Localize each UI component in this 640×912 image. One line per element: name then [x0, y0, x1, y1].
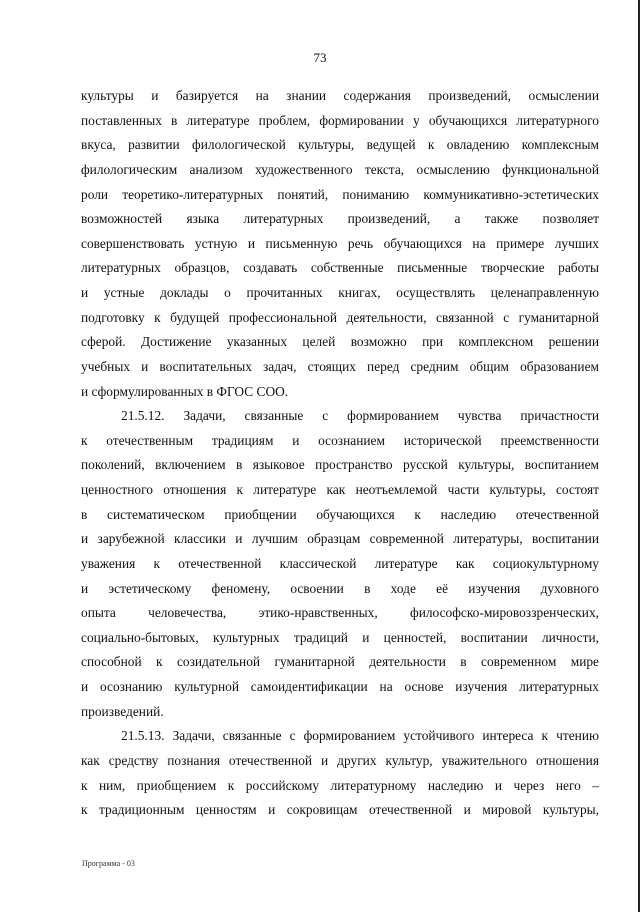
text-line: и сформулированных в ФГОС СОО.: [81, 383, 289, 399]
text-line: культуры и базируется на знании содержания произведений, осмыслении: [81, 88, 599, 103]
text-line: совершенствовать устную и письменную речь обучающихся на примере лучших: [81, 235, 599, 251]
text-line: уважения к отечественной классической литературе как социокультурному: [81, 555, 599, 571]
text-line: и зарубежной классики и лучшим образцам современной литературы, воспитании: [81, 531, 599, 547]
text-line: филологическим анализом художественного текста, осмыслению функциональной: [81, 161, 599, 177]
text-line: возможностей языка литературных произведений, а также позволяет: [81, 211, 599, 227]
text-line: произведений.: [81, 703, 164, 719]
text-line: опыта человечества, этико-нравственных, философско-мировоззренческих,: [81, 605, 599, 621]
text-line: подготовку к будущей профессиональной деятельности, связанной с гуманитарной: [81, 309, 599, 325]
text-line: поставленных в литературе проблем, формировании у обучающихся литературного: [81, 112, 599, 128]
text-line: сферой. Достижение указанных целей возможно при комплексном решении: [81, 334, 599, 350]
text-line: и эстетическому феномену, освоении в ходе её изучения духовного: [81, 580, 599, 596]
text-line: поколений, включением в языковое пространство русской культуры, воспитанием: [81, 457, 599, 473]
text-line: к отечественным традициям и осознанием исторической преемственности: [81, 432, 599, 448]
text-line: социально-бытовых, культурных традиций и ценностей, воспитании личности,: [81, 629, 599, 645]
text-line: к традиционным ценностям и сокровищам отечественной и мировой культуры,: [81, 802, 599, 818]
text-line: роли теоретико-литературных понятий, пониманию коммуникативно-эстетических: [81, 186, 599, 202]
text-line: и осознанию культурной самоидентификации на основе изучения литературных: [81, 679, 599, 694]
text-line: как средству познания отечественной и других культур, уважительного отношения: [81, 752, 599, 768]
body-text: [81, 84, 599, 823]
page-number: 73: [313, 50, 327, 65]
text-line: вкуса, развитии филологической культуры, ведущей к овладению комплексным: [81, 137, 599, 153]
paragraph-start-line: 21.5.12. Задачи, связанные с формированием чувства причастности: [121, 408, 599, 424]
text-line: к ним, приобщением к российскому литературному наследию и через него –: [81, 777, 599, 793]
paragraph-start-line: 21.5.13. Задачи, связанные с формированием устойчивого интереса к чтению: [121, 728, 599, 744]
page-footer: Программа - 03: [82, 859, 135, 868]
text-line: литературных образцов, создавать собственные письменные творческие работы: [81, 260, 599, 276]
text-line: способной к созидательной гуманитарной деятельности в современном мире: [81, 654, 599, 670]
text-line: и устные доклады о прочитанных книгах, осуществлять целенаправленную: [81, 285, 599, 300]
text-line: учебных и воспитательных задач, стоящих перед средним общим образованием: [81, 358, 599, 374]
text-line: ценностного отношения к литературе как неотъемлемой части культуры, состоят: [81, 482, 599, 497]
text-line: в систематическом приобщении обучающихся к наследию отечественной: [81, 506, 599, 522]
